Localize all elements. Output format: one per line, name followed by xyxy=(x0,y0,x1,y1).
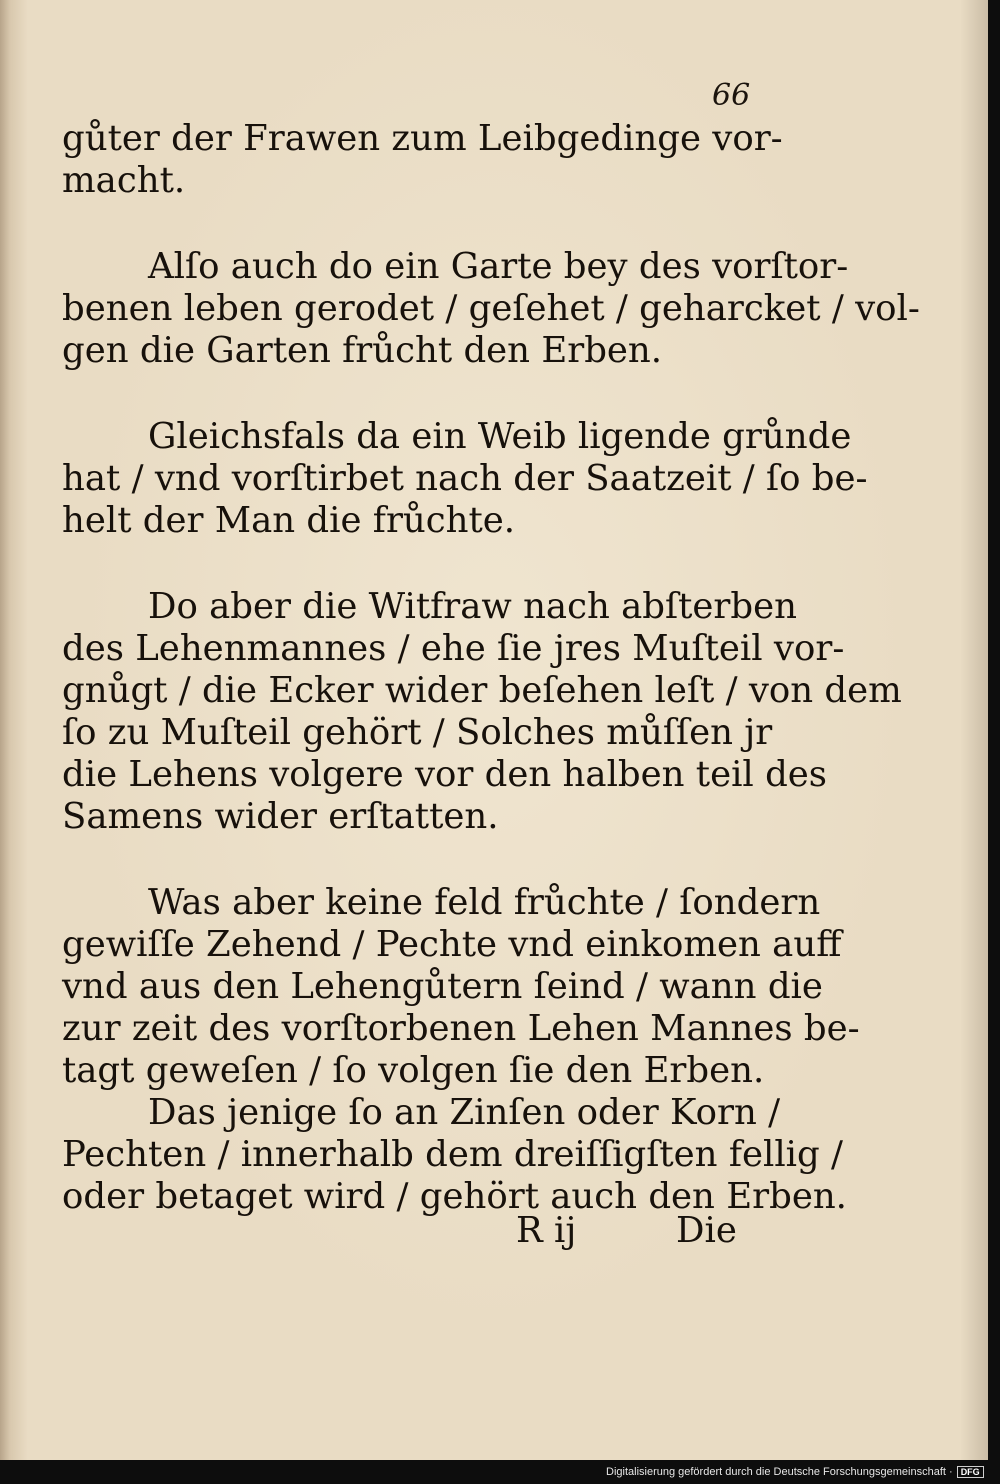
page-number: 66 xyxy=(712,78,751,113)
text-line: macht. xyxy=(62,160,186,201)
text-line: Was aber keine feld frůchte / ſondern xyxy=(148,882,821,923)
digitization-credit xyxy=(606,1466,984,1478)
paragraph xyxy=(62,246,920,372)
text-line: die Lehens volgere vor den halben teil des xyxy=(62,754,828,795)
text-line: gůter der Frawen zum Leibgedinge vor- xyxy=(62,118,783,159)
text-line: ſo zu Muſteil gehört / Solches můſſen jr xyxy=(62,712,773,753)
dfg-logo: DFG xyxy=(957,1466,984,1478)
text-line: benen leben gerodet / geſehet / geharcket / vol- xyxy=(62,288,920,329)
text-line: vnd aus den Lehengůtern ſeind / wann die xyxy=(62,966,823,1007)
text-line: Das jenige ſo an Zinſen oder Korn / xyxy=(148,1092,781,1133)
text-line: Pechten / innerhalb dem dreiſſigſten fellig / xyxy=(62,1134,843,1175)
signature-mark: R ij xyxy=(516,1210,577,1251)
text-line: gewiſſe Zehend / Pechte vnd einkomen auff xyxy=(62,924,842,965)
text-line: tagt geweſen / ſo volgen ſie den Erben. xyxy=(62,1050,765,1091)
text-line: helt der Man die frůchte. xyxy=(62,500,516,541)
text-line: zur zeit des vorſtorbenen Lehen Mannes be- xyxy=(62,1008,860,1049)
catchword: Die xyxy=(676,1210,737,1251)
credit-text: Digitalisierung gefördert durch die Deutsche Forschungsgemeinschaft · xyxy=(606,1466,953,1478)
paragraph xyxy=(62,118,783,202)
text-line: oder betaget wird / gehört auch den Erben. xyxy=(62,1176,847,1217)
body-text xyxy=(62,118,920,1218)
paragraph xyxy=(62,882,860,1092)
text-line: Samens wider erſtatten. xyxy=(62,796,499,837)
text-line: gen die Garten frůcht den Erben. xyxy=(62,330,663,371)
text-line: Gleichsfals da ein Weib ligende grůnde xyxy=(148,416,852,457)
paragraph xyxy=(62,586,902,838)
text-line: gnůgt / die Ecker wider beſehen leſt / von dem xyxy=(62,670,902,711)
page-edge-shadow xyxy=(960,0,988,1460)
paragraph xyxy=(62,1092,847,1218)
paragraph xyxy=(62,416,868,542)
text-line: hat / vnd vorſtirbet nach der Saatzeit / ſo be- xyxy=(62,458,868,499)
text-line: Do aber die Witfraw nach abſterben xyxy=(148,586,798,627)
text-line: des Lehenmannes / ehe ſie jres Muſteil vor- xyxy=(62,628,845,669)
text-line: Alſo auch do ein Garte bey des vorſtor- xyxy=(148,246,849,287)
